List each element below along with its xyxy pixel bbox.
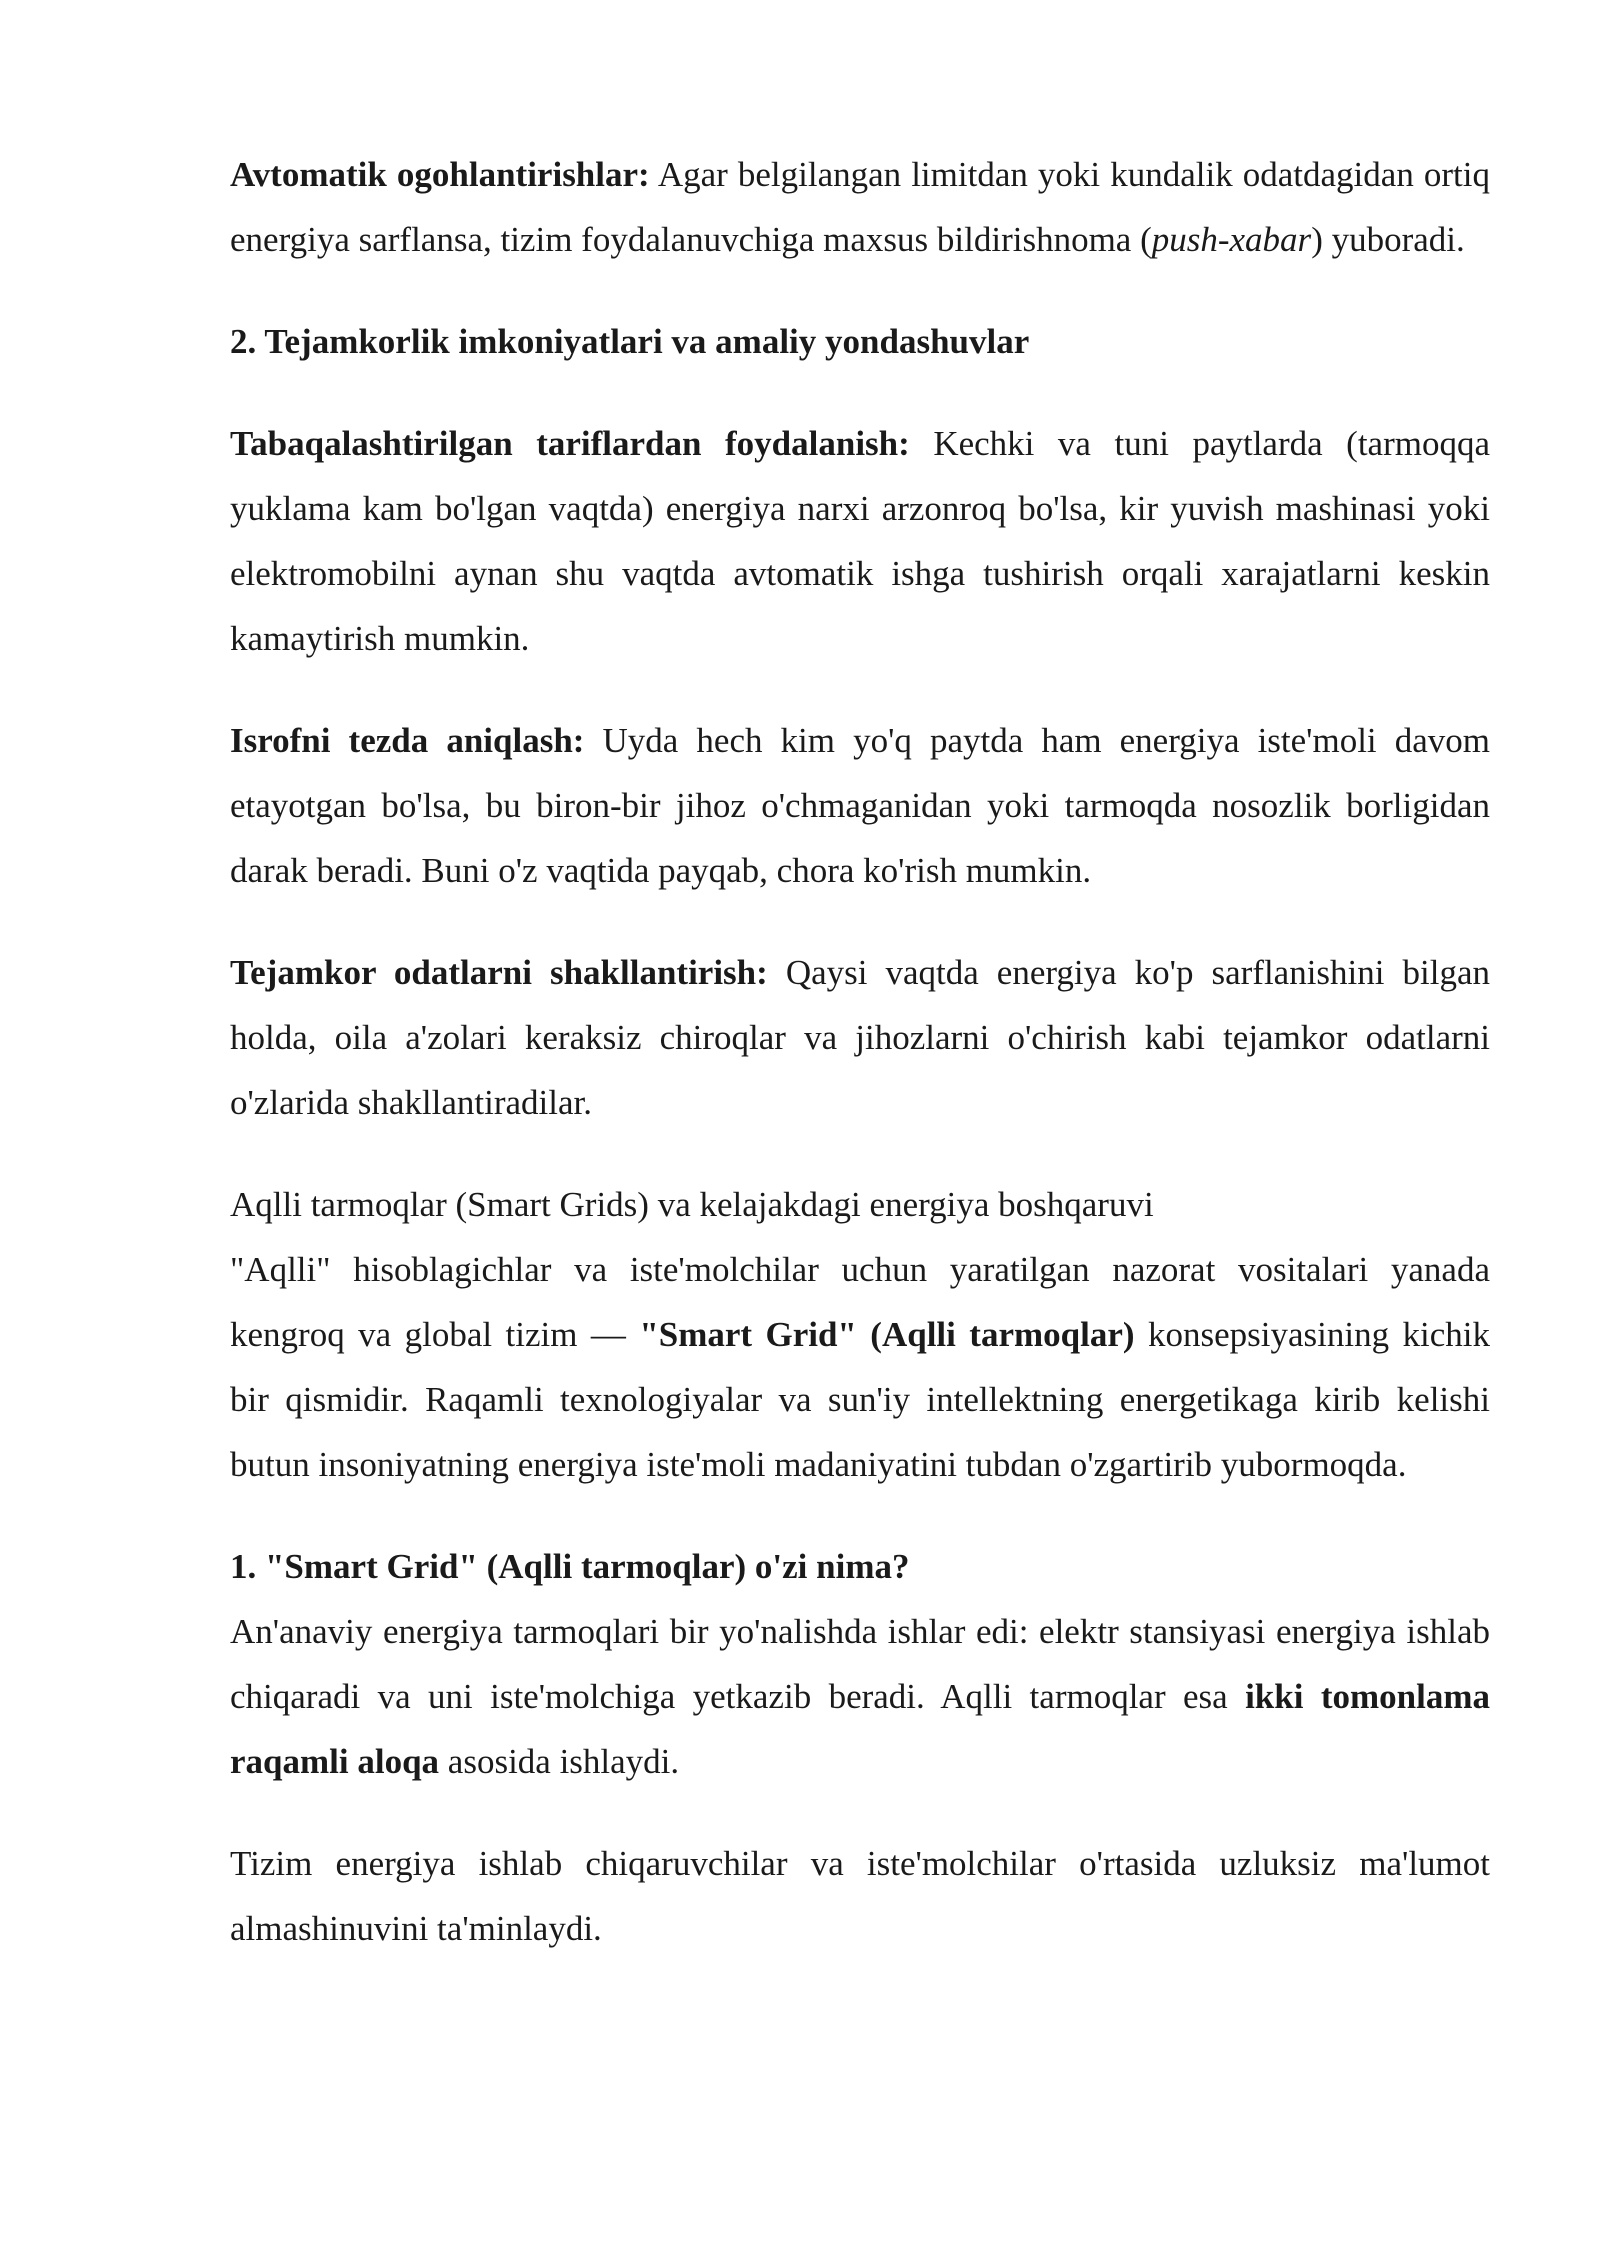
- paragraph-two-way-communication: [230, 1599, 1490, 1794]
- paragraph-data-exchange: Tizim energiya ishlab chiqaruvchilar va iste'molchilar o'rtasida uzluksiz ma'lumot almashinuvini ta'minlaydi.: [230, 1844, 1490, 1948]
- term-automatic-alerts: Avtomatik ogohlantirishlar:: [230, 155, 650, 194]
- paragraph-smart-grid-concept: [230, 1237, 1490, 1497]
- heading-what-is-smart-grid: 1. "Smart Grid" (Aqlli tarmoqlar) o'zi nima?: [230, 1547, 910, 1586]
- paragraph-text: "Aqlli" hisoblagichlar va iste'molchilar uchun yaratilgan nazorat vositalari yanada kengroq va global tizim —: [230, 1250, 1490, 1354]
- paragraph-text: Agar belgilangan limitdan yoki kundalik odatdagidan ortiq energiya sarflansa, tizim foydalanuvchiga maxsus bildirishnoma (: [230, 155, 1490, 259]
- italic-term-push-message: push-xabar: [1151, 220, 1312, 259]
- paragraph-saving-habits: [230, 940, 1490, 1135]
- term-waste-detection: Isrofni tezda aniqlash:: [230, 721, 585, 760]
- heading-savings-opportunities: 2. Tejamkorlik imkoniyatlari va amaliy yondashuvlar: [230, 322, 1030, 361]
- paragraph-text: asosida ishlaydi.: [439, 1742, 680, 1781]
- term-saving-habits: Tejamkor odatlarni shakllantirish:: [230, 953, 768, 992]
- paragraph-tiered-tariffs: [230, 411, 1490, 671]
- term-tiered-tariffs: Tabaqalashtirilgan tariflardan foydalanish:: [230, 424, 910, 463]
- document-page: [230, 142, 1490, 1961]
- paragraph-waste-detection: [230, 708, 1490, 903]
- term-two-way-digital-link: ikki tomonlama raqamli aloqa: [230, 1677, 1490, 1781]
- paragraph-text: ) yuboradi.: [1311, 220, 1465, 259]
- paragraph-text: konsepsiyasining kichik bir qismidir. Raqamli texnologiyalar va sun'iy intellektning energetikaga kirib kelishi butun insoniyatning energiya iste'moli madaniyatini tubdan o'zgartirib yubormoqda.: [230, 1315, 1490, 1484]
- term-smart-grid: "Smart Grid" (Aqlli tarmoqlar): [639, 1315, 1135, 1354]
- section-title-smart-grids: Aqlli tarmoqlar (Smart Grids) va kelajakdagi energiya boshqaruvi: [230, 1185, 1154, 1224]
- paragraph-text: Kechki va tuni paytlarda (tarmoqqa yuklama kam bo'lgan vaqtda) energiya narxi arzonroq bo'lsa, kir yuvish mashinasi yoki elektromobilni aynan shu vaqtda avtomatik ishga tushirish orqali xarajatlarni keskin kamaytirish mumkin.: [230, 424, 1491, 658]
- paragraph-text: Uyda hech kim yo'q paytda ham energiya iste'moli davom etayotgan bo'lsa, bu biron-bir jihoz o'chmaganidan yoki tarmoqda nosozlik borligidan darak beradi. Buni o'z vaqtida payqab, chora ko'rish mumkin.: [230, 721, 1490, 890]
- paragraph-text: An'anaviy energiya tarmoqlari bir yo'nalishda ishlar edi: elektr stansiyasi energiya ishlab chiqaradi va uni iste'molchiga yetkazib beradi. Aqlli tarmoqlar esa: [230, 1612, 1490, 1716]
- paragraph-text: Qaysi vaqtda energiya ko'p sarflanishini bilgan holda, oila a'zolari keraksiz chiroqlar va jihozlarni o'chirish kabi tejamkor odatlarni o'zlarida shakllantiradilar.: [230, 953, 1490, 1122]
- paragraph-automatic-alerts: [230, 142, 1490, 272]
